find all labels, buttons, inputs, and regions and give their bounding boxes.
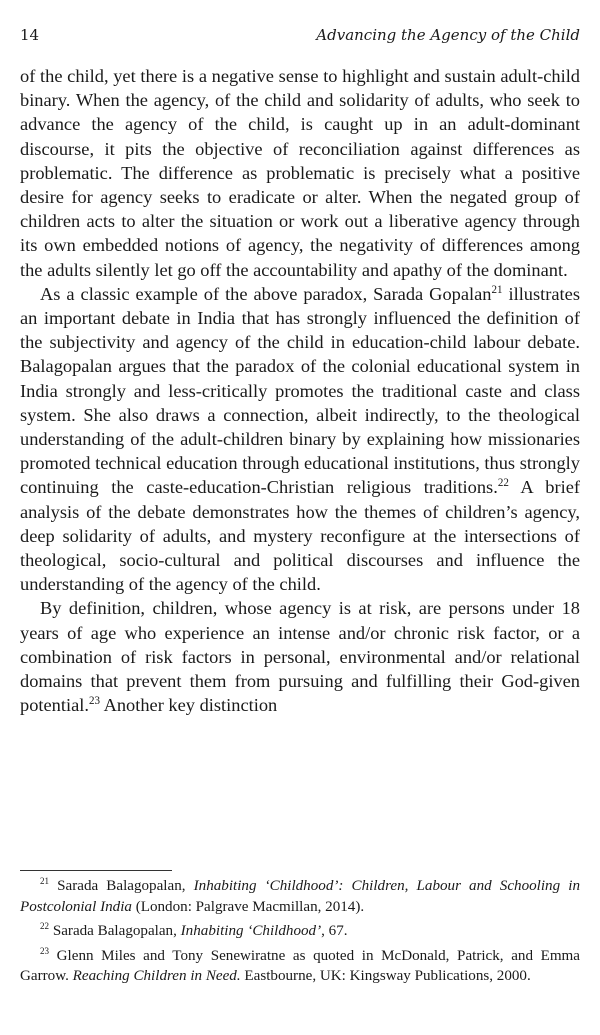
footnote-number: 21 [40, 875, 50, 886]
footnote: $^{22}$ Sarada Balagopalan, Inhabiting ‘Childhood’, 67. [40, 920, 348, 939]
footnote-number: 23 [40, 945, 50, 956]
footnote-divider [20, 870, 172, 871]
footnote-number: 22 [40, 920, 50, 931]
page-header [20, 26, 580, 48]
footnote: $^{21}$ Sarada Balagopalan, Inhabiting ‘Childhood’: Children, Labour and Schooling in Postcolonial India (London: Palgrave Macmillan, 2014). [20, 875, 580, 915]
footnote: $^{23}$ Glenn Miles and Tony Senewiratne as quoted in McDonald, Patrick, and Emma Garrow. Reaching Children in Need. Eastbourne, UK: Kingsway Publications, 2000. [20, 945, 580, 984]
footnotes [20, 876, 580, 991]
citation-title: Reaching Children in Need. [72, 968, 241, 984]
paragraph: By definition, children, whose agency is at risk, are persons under 18 years of age who experience an intense and/or chronic risk factor, or a combination of risk factors in personal, environmental and/or relational domains that prevent them from pursuing and fulfilling their God-given potential.$^{23}$ Another key distinction [20, 598, 580, 716]
page-number: 14 [20, 26, 40, 44]
citation-title: Inhabiting ‘Childhood’: Children, Labour and Schooling in Postcolonial India [20, 878, 580, 915]
footnote-ref: 21 [491, 283, 503, 296]
footnote-ref: 22 [497, 477, 509, 490]
paragraph: As a classic example of the above paradox, Sarada Gopalan$^{21}$ illustrates an important debate in India that has strongly influenced the definition of the subjectivity and agency of the child in education-child labour debate. Balagopalan argues that the paradox of the colonial educational system in India strongly and less-critically promotes the traditional caste and class system. She also draws a connection, albeit indirectly, to the theological understanding of the adult-children binary by explaining how missionaries promoted technical education through educational institutions, thus strongly continuing the caste-education-Christian religious traditions.$^{22}$ A brief analysis of the debate demonstrates how the themes of children’s agency, deep solidarity of adults, and mystery reconfigure at the intersections of theological, socio-cultural and political discourses and influence the understanding of the agency of the child. [20, 283, 580, 595]
paragraph: of the child, yet there is a negative sense to highlight and sustain adult-child binary. When the agency, of the child and solidarity of adults, who seek to advance the agency of the child, is caught up in an adult-dominant discourse, it pits the objective of reconciliation against differences as problematic. The difference as problematic is precisely what a positive desire for agency seeks to eradicate or alter. When the negated group of children acts to alter the situation or work out a liberative agency through its own embedded notions of agency, the negativity of differences among the adults silently let go off the accountability and apathy of the dominant. [20, 66, 580, 280]
body-text [20, 64, 580, 717]
citation-title: Inhabiting ‘Childhood’ [180, 923, 322, 939]
running-title: Advancing the Agency of the Child [316, 26, 580, 44]
footnote-ref: 23 [88, 695, 100, 708]
